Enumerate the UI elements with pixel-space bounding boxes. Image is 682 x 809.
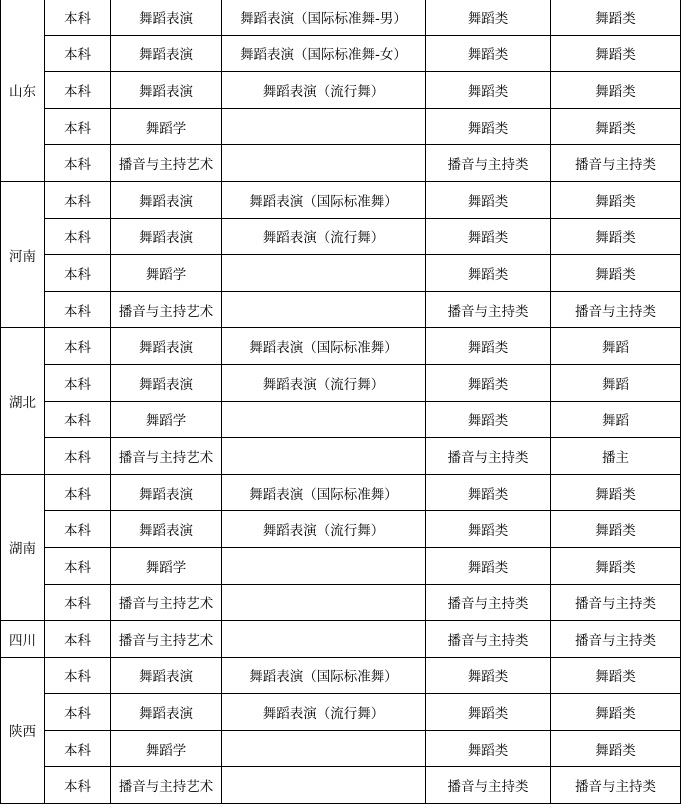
direction-cell	[222, 108, 426, 145]
table-row	[1, 255, 681, 292]
category-cell: 播音与主持类	[426, 145, 551, 182]
category-cell: 舞蹈类	[426, 730, 551, 767]
level-cell: 本科	[45, 328, 111, 365]
direction-cell: 舞蹈表演（国际标准舞）	[222, 657, 426, 694]
level-cell: 本科	[45, 35, 111, 72]
type-cell: 舞蹈类	[551, 694, 681, 731]
type-cell: 舞蹈类	[551, 72, 681, 109]
category-cell: 舞蹈类	[426, 364, 551, 401]
table-row	[1, 584, 681, 621]
type-cell: 舞蹈	[551, 364, 681, 401]
major-cell: 舞蹈表演	[111, 657, 222, 694]
type-cell: 舞蹈类	[551, 474, 681, 511]
direction-cell: 舞蹈表演（流行舞）	[222, 364, 426, 401]
type-cell: 播音与主持类	[551, 767, 681, 804]
type-cell: 舞蹈类	[551, 511, 681, 548]
type-cell: 播主	[551, 438, 681, 475]
type-cell: 舞蹈类	[551, 547, 681, 584]
type-cell: 舞蹈类	[551, 35, 681, 72]
type-cell: 舞蹈类	[551, 255, 681, 292]
level-cell: 本科	[45, 584, 111, 621]
table-row	[1, 657, 681, 694]
category-cell: 舞蹈类	[426, 218, 551, 255]
direction-cell	[222, 145, 426, 182]
level-cell: 本科	[45, 657, 111, 694]
major-cell: 舞蹈表演	[111, 694, 222, 731]
major-cell: 播音与主持艺术	[111, 621, 222, 658]
level-cell: 本科	[45, 547, 111, 584]
type-cell: 播音与主持类	[551, 145, 681, 182]
table-row	[1, 511, 681, 548]
category-cell: 舞蹈类	[426, 474, 551, 511]
category-cell: 播音与主持类	[426, 584, 551, 621]
level-cell: 本科	[45, 218, 111, 255]
major-cell: 舞蹈学	[111, 547, 222, 584]
type-cell: 播音与主持类	[551, 621, 681, 658]
category-cell: 舞蹈类	[426, 181, 551, 218]
direction-cell	[222, 438, 426, 475]
direction-cell	[222, 255, 426, 292]
category-cell: 播音与主持类	[426, 291, 551, 328]
type-cell: 舞蹈	[551, 328, 681, 365]
major-cell: 舞蹈表演	[111, 511, 222, 548]
table-row	[1, 547, 681, 584]
province-cell: 河南	[1, 181, 45, 327]
category-cell: 舞蹈类	[426, 511, 551, 548]
major-cell: 舞蹈表演	[111, 0, 222, 35]
level-cell: 本科	[45, 0, 111, 35]
table-row	[1, 328, 681, 365]
table-row	[1, 694, 681, 731]
major-cell: 舞蹈学	[111, 730, 222, 767]
major-cell: 舞蹈表演	[111, 218, 222, 255]
major-cell: 播音与主持艺术	[111, 767, 222, 804]
major-cell: 播音与主持艺术	[111, 145, 222, 182]
table-row	[1, 0, 681, 35]
major-cell: 播音与主持艺术	[111, 584, 222, 621]
level-cell: 本科	[45, 108, 111, 145]
major-cell: 舞蹈表演	[111, 364, 222, 401]
level-cell: 本科	[45, 72, 111, 109]
level-cell: 本科	[45, 291, 111, 328]
direction-cell	[222, 401, 426, 438]
direction-cell: 舞蹈表演（国际标准舞）	[222, 474, 426, 511]
type-cell: 舞蹈类	[551, 218, 681, 255]
direction-cell	[222, 730, 426, 767]
major-cell: 舞蹈表演	[111, 328, 222, 365]
table-row	[1, 291, 681, 328]
table-row	[1, 401, 681, 438]
province-cell: 陕西	[1, 657, 45, 803]
table-row	[1, 730, 681, 767]
direction-cell	[222, 584, 426, 621]
category-cell: 舞蹈类	[426, 0, 551, 35]
table-body	[1, 0, 681, 804]
major-cell: 舞蹈表演	[111, 35, 222, 72]
type-cell: 舞蹈类	[551, 108, 681, 145]
table-row	[1, 474, 681, 511]
table-row	[1, 218, 681, 255]
type-cell: 舞蹈类	[551, 0, 681, 35]
direction-cell: 舞蹈表演（国际标准舞）	[222, 181, 426, 218]
table-row	[1, 438, 681, 475]
table-row	[1, 35, 681, 72]
major-cell: 舞蹈表演	[111, 474, 222, 511]
direction-cell	[222, 547, 426, 584]
major-cell: 舞蹈表演	[111, 72, 222, 109]
level-cell: 本科	[45, 438, 111, 475]
level-cell: 本科	[45, 364, 111, 401]
type-cell: 播音与主持类	[551, 291, 681, 328]
major-cell: 播音与主持艺术	[111, 291, 222, 328]
direction-cell	[222, 291, 426, 328]
category-cell: 播音与主持类	[426, 438, 551, 475]
category-cell: 舞蹈类	[426, 657, 551, 694]
category-cell: 舞蹈类	[426, 108, 551, 145]
table-row	[1, 767, 681, 804]
province-cell: 湖南	[1, 474, 45, 620]
level-cell: 本科	[45, 694, 111, 731]
major-cell: 舞蹈表演	[111, 181, 222, 218]
direction-cell: 舞蹈表演（国际标准舞-女）	[222, 35, 426, 72]
type-cell: 播音与主持类	[551, 584, 681, 621]
major-cell: 播音与主持艺术	[111, 438, 222, 475]
direction-cell: 舞蹈表演（流行舞）	[222, 511, 426, 548]
level-cell: 本科	[45, 730, 111, 767]
type-cell: 舞蹈类	[551, 657, 681, 694]
level-cell: 本科	[45, 621, 111, 658]
province-cell: 四川	[1, 621, 45, 658]
level-cell: 本科	[45, 401, 111, 438]
direction-cell	[222, 621, 426, 658]
direction-cell: 舞蹈表演（国际标准舞-男）	[222, 0, 426, 35]
level-cell: 本科	[45, 145, 111, 182]
province-cell: 山东	[1, 0, 45, 181]
level-cell: 本科	[45, 181, 111, 218]
table-row	[1, 108, 681, 145]
direction-cell	[222, 767, 426, 804]
level-cell: 本科	[45, 255, 111, 292]
category-cell: 舞蹈类	[426, 694, 551, 731]
level-cell: 本科	[45, 474, 111, 511]
major-cell: 舞蹈学	[111, 108, 222, 145]
table-row	[1, 181, 681, 218]
category-cell: 舞蹈类	[426, 547, 551, 584]
major-cell: 舞蹈学	[111, 401, 222, 438]
category-cell: 播音与主持类	[426, 767, 551, 804]
type-cell: 舞蹈类	[551, 730, 681, 767]
type-cell: 舞蹈类	[551, 181, 681, 218]
table-row	[1, 621, 681, 658]
direction-cell: 舞蹈表演（国际标准舞）	[222, 328, 426, 365]
level-cell: 本科	[45, 767, 111, 804]
province-cell: 湖北	[1, 328, 45, 474]
table-row	[1, 72, 681, 109]
direction-cell: 舞蹈表演（流行舞）	[222, 72, 426, 109]
table-row	[1, 145, 681, 182]
category-cell: 舞蹈类	[426, 401, 551, 438]
level-cell: 本科	[45, 511, 111, 548]
category-cell: 舞蹈类	[426, 35, 551, 72]
major-cell: 舞蹈学	[111, 255, 222, 292]
category-cell: 播音与主持类	[426, 621, 551, 658]
category-cell: 舞蹈类	[426, 255, 551, 292]
type-cell: 舞蹈	[551, 401, 681, 438]
category-cell: 舞蹈类	[426, 328, 551, 365]
category-cell: 舞蹈类	[426, 72, 551, 109]
table-row	[1, 364, 681, 401]
direction-cell: 舞蹈表演（流行舞）	[222, 218, 426, 255]
direction-cell: 舞蹈表演（流行舞）	[222, 694, 426, 731]
